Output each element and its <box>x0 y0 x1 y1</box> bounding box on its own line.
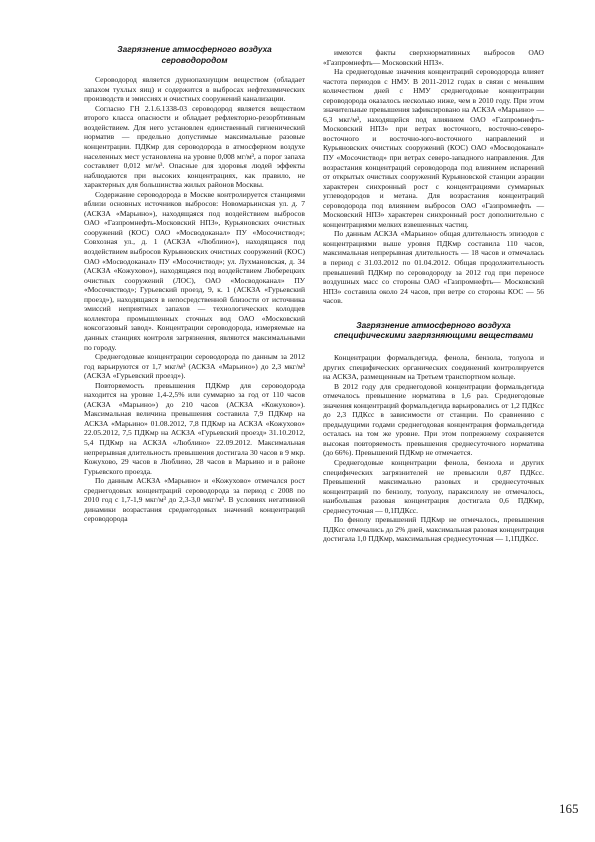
paragraph: Согласно ГН 2.1.6.1338-03 сероводород является веществом второго класса опасности и обладает рефлекторно-резорбтивным воздействием. Для него установлен единственный гигиенический норматив — предельно допустимые максимальные разовые концентрации. ПДКмр для сероводорода в атмосферном воздухе населенных мест установлена на уровне 0,008 мг/м³, а порог запаха составляет 0,012 мг/м³. Опасные для здоровья людей эффекты наблюдаются при высоких концентрациях, как правило, не характерных для большинства жилых районов Москвы. <box>84 103 305 190</box>
page-number: 165 <box>559 801 579 816</box>
paragraph: По фенолу превышений ПДКмр не отмечалось, превышения ПДКсс отмечались до 2% дней, максимальная разовая концентрация достигала 1,0 ПДКмр, максимальная среднесуточная — 1,1ПДКсс. <box>323 515 544 544</box>
left-column <box>84 44 305 524</box>
paragraph: имеются факты сверхнормативных выбросов ОАО «Газпромнефть— Московский НПЗ». <box>323 48 544 67</box>
right-column <box>323 48 544 544</box>
paragraph: Среднегодовые концентрации сероводорода по данным за 2012 год варьируются от 1,7 мкг/м³ (АСКЗА «Марьино») до 2,3 мкг/м³ (АСКЗА «Гурьевский проезд»). <box>84 352 305 381</box>
paragraph: Содержание сероводорода в Москве контролируется станциями вблизи основных источников выбросов: Новомарьинская ул. д. 7 (АСКЗА «Марьино»), находящаяся под воздействием выбросов ОАО «Газпромнефть-Московский НПЗ», Курьяновских очистных сооружений (КОС) ОАО «Мосводоканал» ПУ «Мосочиствод»; Совхозная ул., д. 1 (АСКЗА «Люблино»), находящаяся под воздействием выбросов Курьяновских очистных сооружений (КОС) ОАО «Мосводоканал» ПУ «Мосочиствод»; ул. Лухмановская, д. 34 (АСКЗА «Кожухово»), находящаяся под воздействием Люберецких очистных сооружений (ЛОС), ОАО «Мосводоканал» ПУ «Мосочиствод»; Гурьевский проезд, 9, к. 1 (АСКЗА «Гурьевский проезд»), находящаяся в непосредственной близости от источника эмиссий неприятных запахов — технологических колодцев коллектора промышленных сточных вод ОАО «Московский коксогазовый завод». Концентрации сероводорода, измеряемые на данных станциях контроля загрязнения, являются максимальными по городу. <box>84 189 305 352</box>
paragraph: На среднегодовые значения концентраций сероводорода влияет частота периодов с НМУ. В 2011-2012 годах в связи с меньшим количеством дней с НМУ среднегодовые концентрации сероводорода оказалось несколько ниже, чем в 2010 году. При этом значительные превышения зафиксировано на АСКЗА «Марьино» — 6,3 мкг/м³, находящейся под влиянием ОАО «Газпромнефть-Московский НПЗ» при ветрах восточного, восточно-северо-восточного и восточно-юго-восточного направлений и Курьяновских очистных сооружений (КОС) ОАО «Мосводоканал» ПУ «Мосочиствод» при ветрах северо-западного направления. Для возрастания концентраций сероводорода под влиянием испарений от открытых очистных сооружений Курьяновской станции аэрации характерен синхронный рост с концентрациями суммарных углеводородов и метана. Для возрастания концентраций сероводорода под влиянием выбросов ОАО «Газпромнефть — Московский НПЗ» характерен синхронный рост дополнительно с концентрациями мелких взвешенных частиц. <box>323 67 544 229</box>
section-heading-hydrogen-sulfide: Загрязнение атмосферного воздуха сероводородом <box>117 44 272 65</box>
paragraph: Повторяемость превышения ПДКмр для сероводорода находится на уровне 1,4-2,5% или суммарно за год от 110 часов (АСКЗА «Марьино») до 210 часов (АСКЗА «Кожухово»). Максимальная величина превышения составила 7,9 ПДКмр на АСКЗА «Марьино» 01.08.2012, 7,8 ПДКмр на АСКЗА «Кожухово» 22.05.2012, 7,5 ПДКмр на АСКЗА «Гурьевский проезд» 31.10.2012, 5,4 ПДКмр на АСКЗА «Люблино» 22.09.2012. Максимальная непрерывная длительность превышения достигала 30 часов в 9 мкр. Кожухово, 29 часов в Люблино, 28 часов в Марьино и в районе Гурьевского проезда. <box>84 380 305 476</box>
paragraph: Сероводород является дурнопахнущим веществом (обладает запахом тухлых яиц) и содержится в выбросах нефтехимических производств и эмиссиях и очистных сооружений канализации. <box>84 75 305 104</box>
paragraph: В 2012 году для среднегодовой концентрации формальдегида отмечалось превышение норматива в 1,6 раз. Среднегодовые значения концентраций формальдегида варьировались от 1,2 ПДКсс до 2,3 ПДКсс в зависимости от станции. По сравнению с предыдущими годами среднегодовая концентрация формальдегида осталась на том же уровне. При этом попрежнему сохраняется высокая повторяемость превышения среднесуточного норматива (до 66%). Превышений ПДКмр не отмечается. <box>323 381 544 458</box>
paragraph: По данным АСКЗА «Марьино» и «Кожухово» отмечался рост среднегодовых концентраций сероводорода за период с 2008 по 2010 год с 1,7-1,9 мкг/м³ до 2,3-3,0 мкг/м³. В условиях негативной динамики возрастания среднегодовых значений концентраций сероводорода <box>84 476 305 524</box>
section-heading-specific-pollutants: Загрязнение атмосферного воздуха специфическими загрязняющими веществами <box>333 319 534 341</box>
paragraph: Концентрации формальдегида, фенола, бензола, толуола и других специфических органических соединений контролируется на АСКЗА, размещенным на Третьем транспортном кольце. <box>323 352 544 382</box>
paragraph: Среднегодовые концентрации фенола, бензола и других специфических загрязнителей не превысили 0,87 ПДКсс. Превышений максимально разовых и среднесуточных концентраций по бензолу, толуолу, параксилолу не отмечалось, наибольшая разовая концентрация достигала 0,6 ПДКмр, среднесуточная — 0,1ПДКсс. <box>323 457 544 515</box>
paragraph: По данным АСКЗА «Марьино» общая длительность эпизодов с концентрациями выше уровня ПДКмр составила 110 часов, максимальная непрерывная длительность — 18 часов и отмечалась в период с 31.03.2012 по 01.04.2012. Общая продолжительность превышений ПДКмр по сероводороду за 2012 год при переносе воздушных масс со стороны ОАО «Газпромнефть— Московский НПЗ» составила около 24 часов, при ветре со стороны КОС — 56 часов. <box>323 229 544 306</box>
